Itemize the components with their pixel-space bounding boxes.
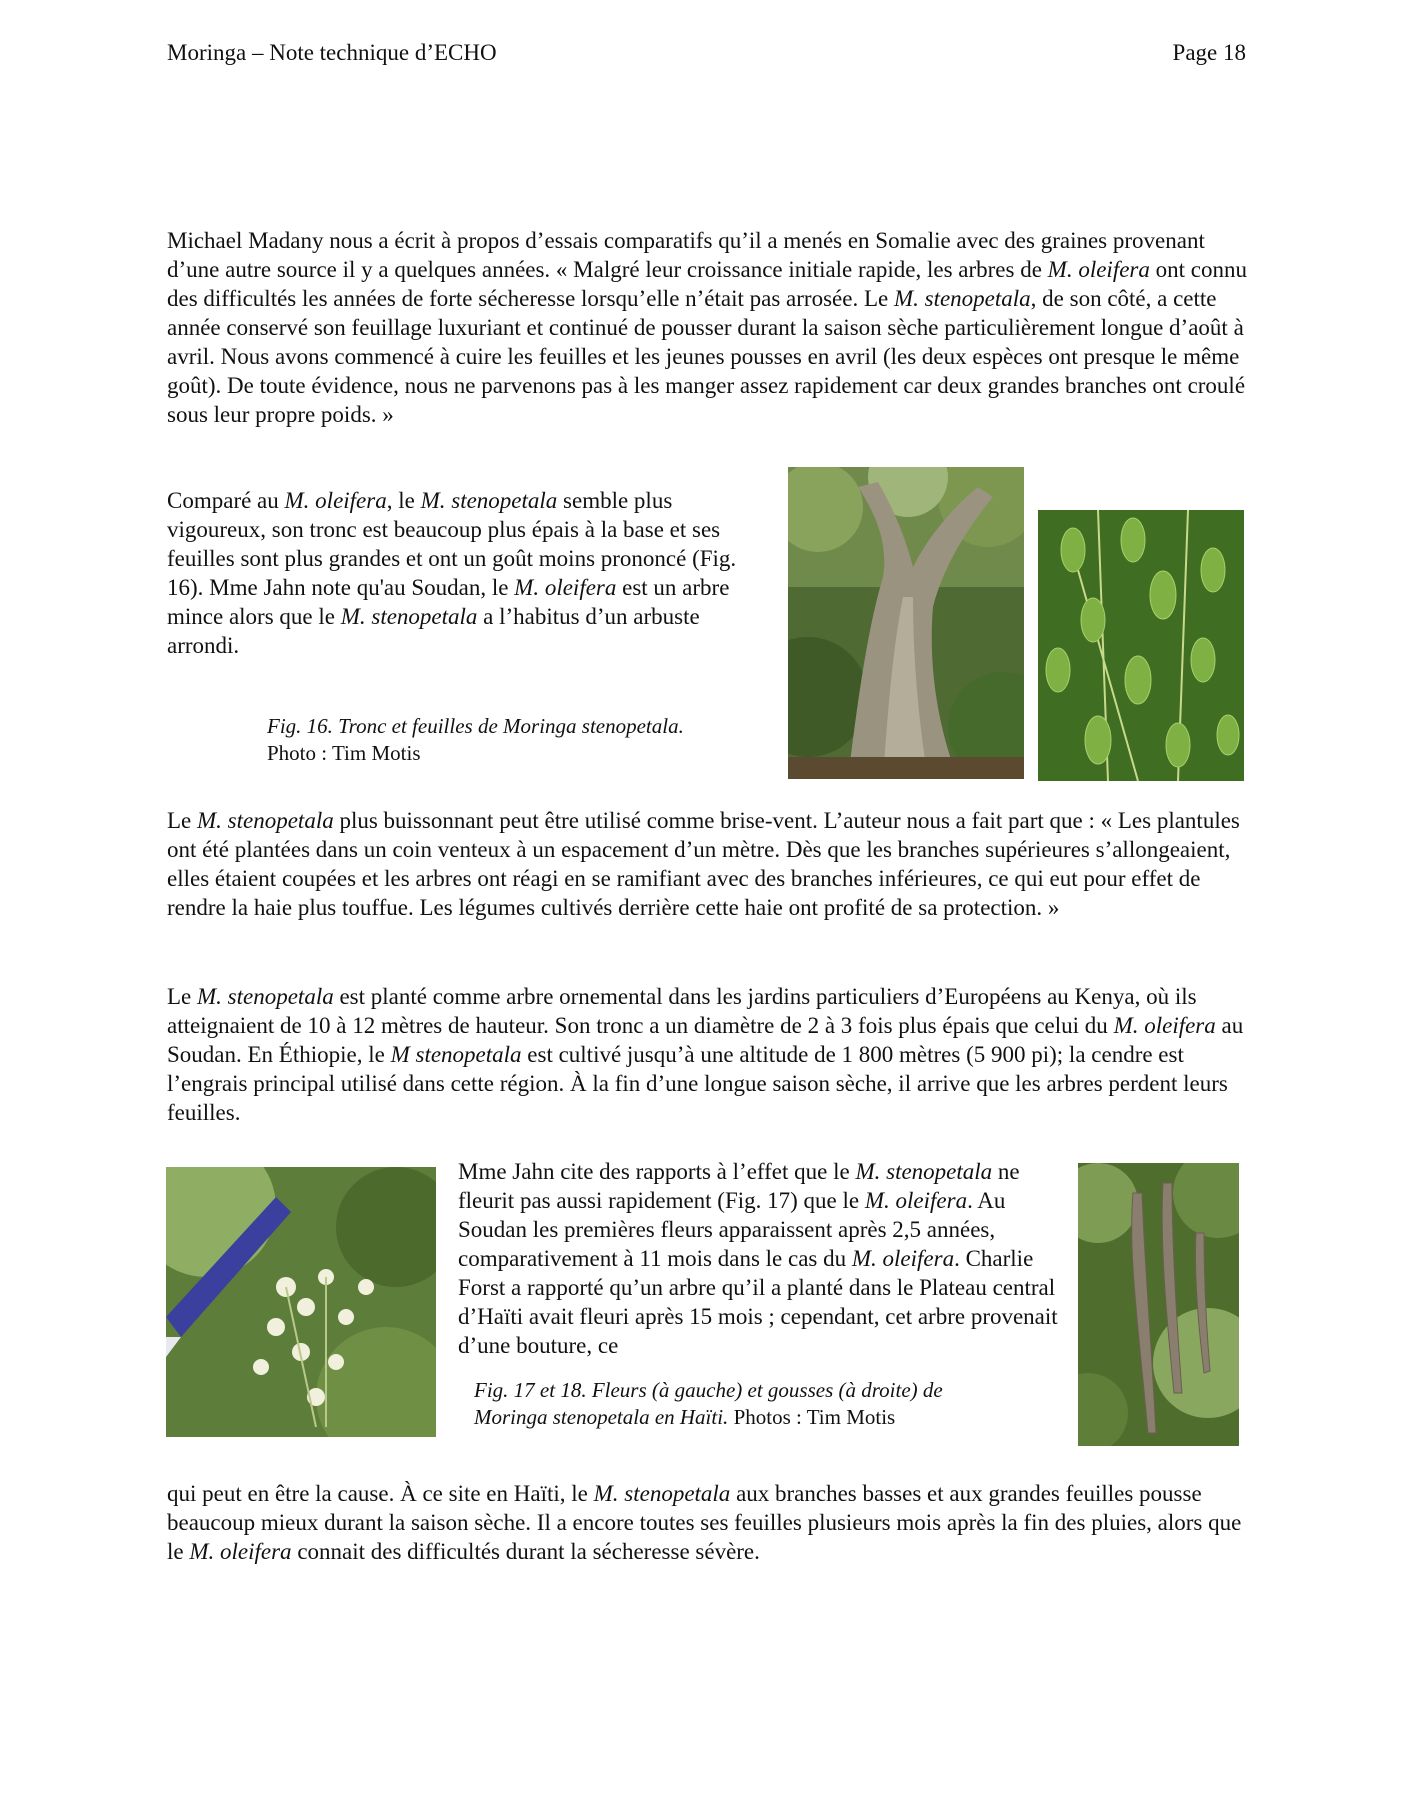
trunk-photo [788, 467, 1024, 779]
paragraph-haiti-site: qui peut en être la cause. À ce site en Haïti, le M. stenopetala aux branches basses et aux grandes feuilles pousse beaucoup mieux durant la saison sèche. Il a encore toutes ses feuilles plusieurs mois après la fin des pluies, alors que le M. oleifera connait des difficultés durant la sécheresse sévère. [167, 1481, 1242, 1564]
paragraph-windbreak: Le M. stenopetala plus buissonnant peut être utilisé comme brise-vent. L’auteur nous a fait part que : « Les plantules ont été plantées dans un coin venteux à un espacement d’un mètre. Dès que les branches supérieures s’allongeaient, elles étaient coupées et les arbres ont réagi en se ramifiant avec des branches inférieures, ce qui eut pour effet de rendre la haie plus touffue. Les légumes cultivés derrière cette haie ont profité de sa protection. » [167, 808, 1240, 920]
pods-photo [1078, 1163, 1239, 1446]
figure-16-caption: Fig. 16. Tronc et feuilles de Moringa stenopetala. Photo : Tim Motis [267, 714, 684, 765]
page-number: Page 18 [1172, 40, 1246, 65]
paragraph-flowering: Mme Jahn cite des rapports à l’effet que le M. stenopetala ne fleurit pas aussi rapidement (Fig. 17) que le M. oleifera. Au Soudan les premières fleurs apparaissent après 2,5 années, comparativement à 11 mois dans le cas du M. oleifera. Charlie Forst a rapporté qu’un arbre qu’il a planté dans le Plateau central d’Haïti avait fleuri après 15 mois ; cependant, cet arbre provenait d’une bouture, ce [458, 1159, 1058, 1358]
figure-17-18-caption: Fig. 17 et 18. Fleurs (à gauche) et gousses (à droite) de Moringa stenopetala en Haïti. Photos : Tim Motis [474, 1378, 943, 1429]
running-header-title: Moringa – Note technique d’ECHO [167, 40, 497, 65]
paragraph-madany: Michael Madany nous a écrit à propos d’essais comparatifs qu’il a menés en Somalie avec des graines provenant d’une autre source il y a quelques années. « Malgré leur croissance initiale rapide, les arbres de M. oleifera ont connu des difficultés les années de forte sécheresse lorsqu’elle n’était pas arrosée. Le M. stenopetala, de son côté, a cette année conservé son feuillage luxuriant et continué de pousser durant la saison sèche particulièrement longue d’août à avril. Nous avons commencé à cuire les feuilles et les jeunes pousses en avril (les deux espèces ont presque le même goût). De toute évidence, nous ne parvenons pas à les manger assez rapidement car deux grandes branches ont croulé sous leur propre poids. » [167, 228, 1247, 427]
paragraph-ornamental: Le M. stenopetala est planté comme arbre ornemental dans les jardins particuliers d’Européens au Kenya, où ils atteignaient de 10 à 12 mètres de hauteur. Son tronc a un diamètre de 2 à 3 fois plus épais que celui du M. oleifera au Soudan. En Éthiopie, le M stenopetala est cultivé jusqu’à une altitude de 1 800 mètres (5 900 pi); la cendre est l’engrais principal utilisé dans cette région. À la fin d’une longue saison sèche, il arrive que les arbres perdent leurs feuilles. [167, 984, 1244, 1125]
paragraph-comparison: Comparé au M. oleifera, le M. stenopetala semble plus vigoureux, son tronc est beaucoup plus épais à la base et ses feuilles sont plus grandes et ont un goût moins prononcé (Fig. 16). Mme Jahn note qu'au Soudan, le M. oleifera est un arbre mince alors que le M. stenopetala a l’habitus d’un arbuste arrondi. [167, 488, 737, 658]
flowers-photo [166, 1167, 436, 1437]
leaves-photo [1038, 510, 1244, 781]
